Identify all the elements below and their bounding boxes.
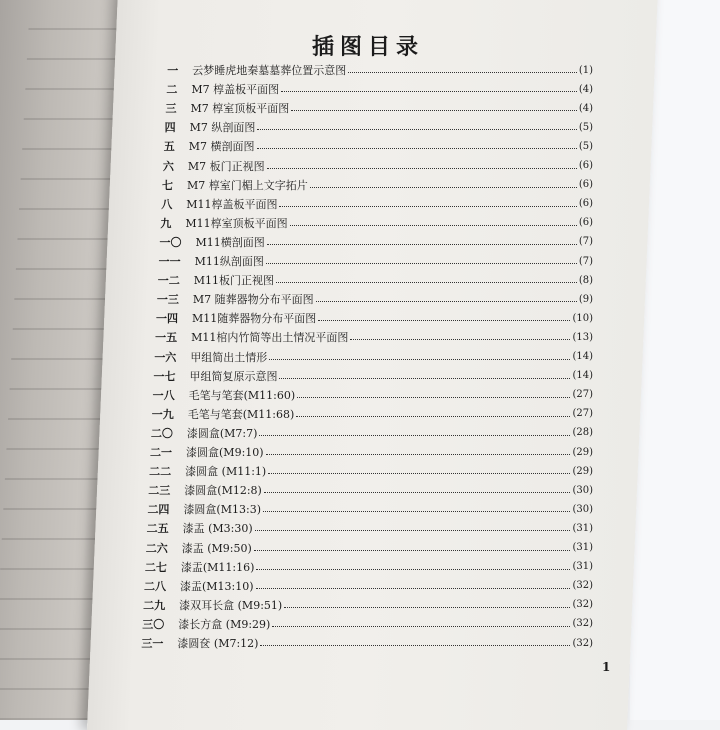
toc-leader-dots <box>266 453 571 455</box>
toc-entry <box>167 62 593 78</box>
toc-entry <box>162 177 593 193</box>
toc-entry-page: (32) <box>572 637 593 649</box>
toc-entry-label: 漆圆奁 (M7:12) <box>177 637 259 650</box>
toc-leader-dots <box>256 587 571 589</box>
toc-entry <box>163 158 593 174</box>
toc-entry <box>154 349 593 365</box>
toc-entry <box>159 253 593 269</box>
toc-entry-page: (9) <box>578 293 593 305</box>
toc-entry-number: 二 <box>166 83 178 97</box>
toc-entry-number: 七 <box>162 178 174 192</box>
toc-entry <box>153 387 593 403</box>
toc-entry <box>153 368 593 384</box>
toc-entry-page: (5) <box>578 121 593 133</box>
toc-entry <box>143 597 593 613</box>
toc-leader-dots <box>291 109 577 111</box>
toc-entry-label: M11纵剖面图 <box>194 255 264 268</box>
toc-entry-number: 九 <box>160 216 172 230</box>
toc-entry-number: 一四 <box>156 312 179 326</box>
toc-leader-dots <box>267 167 577 169</box>
toc-entry-page: (31) <box>572 542 593 553</box>
toc-entry <box>165 100 593 116</box>
toc-entry-page: (28) <box>572 427 593 439</box>
toc-entry <box>166 81 593 97</box>
toc-leader-dots <box>255 529 571 531</box>
toc-entry-page: (6) <box>578 217 593 229</box>
toc-leader-dots <box>257 147 577 149</box>
toc-entry-label: 漆双耳长盒 (M9:51) <box>179 598 283 612</box>
toc-entry-number: 二一 <box>150 446 173 459</box>
toc-entry <box>161 196 593 212</box>
toc-entry-number: 二八 <box>144 579 166 593</box>
toc-entry-number: 四 <box>164 121 176 135</box>
toc-entry-page: (31) <box>572 561 593 573</box>
toc-entry-number: 三 <box>165 102 177 116</box>
toc-entry-page: (14) <box>572 370 593 382</box>
toc-leader-dots <box>281 90 577 92</box>
toc-entry-number: 六 <box>162 159 174 173</box>
toc-entry-label: 漆圆盒(M13:3) <box>183 503 261 517</box>
toc-entry <box>158 272 593 288</box>
toc-entry-page: (6) <box>578 160 593 171</box>
toc-entry-number: 一八 <box>152 388 175 402</box>
toc-entry-page: (29) <box>572 446 593 458</box>
toc-entry-number: 一〇 <box>159 235 182 249</box>
toc-entry-page: (27) <box>572 408 593 420</box>
toc-leader-dots <box>290 224 577 226</box>
page-title: 插图目录 <box>312 34 425 60</box>
toc-leader-dots <box>297 396 570 398</box>
toc-entry-page: (6) <box>578 179 593 191</box>
toc-entry-page: (4) <box>578 83 593 95</box>
toc-entry-number: 二九 <box>143 598 166 612</box>
toc-entry <box>164 138 593 154</box>
toc-entry <box>150 444 593 460</box>
toc-entry <box>145 559 593 575</box>
toc-entry-number: 一一 <box>158 255 181 268</box>
toc-entry-page: (7) <box>578 255 593 267</box>
toc-entry-page: (32) <box>572 618 593 630</box>
toc-entry-page: (1) <box>578 64 593 76</box>
toc-entry-label: M11随葬器物分布平面图 <box>192 312 317 326</box>
toc-entry-page: (32) <box>572 580 593 592</box>
toc-entry-number: 八 <box>161 197 173 211</box>
toc-entry <box>159 234 593 250</box>
toc-entry-label: 漆盂 (M9:50) <box>181 541 252 555</box>
toc-entry <box>155 329 593 345</box>
toc-entry-label: 云梦睡虎地秦墓墓葬位置示意图 <box>192 64 347 77</box>
toc-entry-page: (8) <box>578 274 593 286</box>
toc-entry-page: (32) <box>572 599 593 611</box>
toc-entry-number: 二七 <box>144 560 167 574</box>
toc-entry-label: 毛笔与笔套(M11:68) <box>187 407 295 421</box>
toc-entry-label: M11椁盖板平面图 <box>186 197 278 211</box>
toc-entry <box>157 291 593 307</box>
toc-entry-page: (31) <box>572 522 593 534</box>
toc-leader-dots <box>279 205 576 207</box>
toc-entry <box>149 463 593 479</box>
toc-entry <box>146 540 593 556</box>
toc-leader-dots <box>350 338 570 340</box>
toc-entry <box>142 616 593 632</box>
toc-entry-number: 三〇 <box>142 617 165 631</box>
toc-entry-page: (5) <box>578 140 593 152</box>
toc-entry-page: (29) <box>572 465 593 477</box>
toc-leader-dots <box>268 472 570 474</box>
toc-entry-number: 三一 <box>141 637 164 650</box>
toc-entry-number: 二四 <box>147 503 170 517</box>
toc-entry-number: 一七 <box>153 369 176 383</box>
toc-entry-label: 甲组简复原示意图 <box>189 369 278 383</box>
toc-entry-label: 漆圆盒(M9:10) <box>186 446 264 459</box>
toc-leader-dots <box>318 319 570 321</box>
toc-entry-page: (4) <box>578 102 593 114</box>
toc-entry <box>147 520 593 536</box>
toc-leader-dots <box>267 243 577 245</box>
toc-entry-number: 二五 <box>146 522 169 536</box>
toc-entry-label: M7 椁室门楣上文字拓片 <box>187 178 308 192</box>
toc-entry-label: M7 横剖面图 <box>188 140 255 154</box>
toc-entry-number: 一 <box>167 64 179 77</box>
toc-entry-label: 漆盂(M13:10) <box>180 579 254 593</box>
toc-entry-number: 二二 <box>149 465 172 479</box>
toc-entry <box>148 482 593 498</box>
toc-entry-label: M11棺内竹简等出土情况平面图 <box>191 331 349 345</box>
toc-entry-page: (30) <box>572 484 593 496</box>
toc-entry-page: (27) <box>572 389 593 401</box>
toc-entry-page: (13) <box>572 331 593 343</box>
toc-entry-label: M7 纵剖面图 <box>189 121 256 135</box>
toc-entry-number: 一五 <box>155 331 178 345</box>
toc-entry-page: (10) <box>572 312 593 324</box>
toc-leader-dots <box>260 644 570 646</box>
toc-entry-label: M7 椁盖板平面图 <box>191 83 280 97</box>
toc-entry-number: 一六 <box>154 350 177 364</box>
toc-entry-label: 漆盂(M11:16) <box>180 560 255 574</box>
toc-entry-number: 二三 <box>148 484 171 498</box>
toc-entry <box>152 406 593 422</box>
toc-leader-dots <box>257 128 576 130</box>
toc-entry-label: 漆圆盒 (M11:1) <box>185 465 267 479</box>
toc-leader-dots <box>284 606 570 608</box>
toc-entry-label: 毛笔与笔套(M11:60) <box>188 388 296 402</box>
toc-entry-number: 五 <box>163 140 175 154</box>
toc-entry-number: 一三 <box>156 293 179 307</box>
toc-entry <box>144 578 593 594</box>
toc-leader-dots <box>254 549 571 551</box>
toc-leader-dots <box>266 262 577 264</box>
toc-entry <box>147 501 593 517</box>
toc-leader-dots <box>279 377 570 379</box>
toc-leader-dots <box>263 510 570 512</box>
toc-entry-label: M11板门正视图 <box>193 274 275 288</box>
toc-leader-dots <box>296 415 570 417</box>
toc-leader-dots <box>269 358 570 360</box>
toc-entry-label: 漆圆盒(M7:7) <box>186 426 258 440</box>
toc-entry-number: 二〇 <box>150 426 173 440</box>
toc-leader-dots <box>264 491 571 493</box>
toc-entry-label: 漆圆盒(M12:8) <box>184 484 262 498</box>
toc-entry-label: 漆盂 (M3:30) <box>182 522 253 536</box>
toc-leader-dots <box>256 568 570 570</box>
toc-leader-dots <box>310 186 577 188</box>
toc-entry <box>160 215 593 231</box>
toc-entry-label: 甲组简出土情形 <box>190 350 268 364</box>
toc-entry-page: (14) <box>572 351 593 362</box>
toc-entry-label: M7 随葬器物分布平面图 <box>192 293 314 307</box>
toc-entry-label: M7 椁室顶板平面图 <box>190 102 290 116</box>
toc-entry <box>151 425 593 441</box>
toc-entry-number: 二六 <box>145 541 168 555</box>
toc-entry-label: M7 板门正视图 <box>187 159 265 173</box>
toc-entry-page: (7) <box>578 236 593 248</box>
toc-entry-number: 一九 <box>151 407 174 421</box>
page-number: 1 <box>602 660 611 674</box>
toc-entry <box>156 310 593 326</box>
toc-entry <box>165 119 593 135</box>
toc-entry-number: 一二 <box>157 274 180 288</box>
toc-entry-page: (30) <box>572 503 593 515</box>
toc-entry <box>141 635 593 651</box>
toc-leader-dots <box>348 71 577 73</box>
toc-leader-dots <box>276 281 577 283</box>
toc-entry-label: M11椁室顶板平面图 <box>185 216 288 230</box>
toc-entry-label: M11横剖面图 <box>195 235 265 249</box>
toc-entry-label: 漆长方盒 (M9:29) <box>178 617 271 631</box>
toc-entry-page: (6) <box>578 198 593 210</box>
toc-leader-dots <box>259 434 570 436</box>
toc-leader-dots <box>316 300 577 302</box>
toc-leader-dots <box>272 625 570 627</box>
